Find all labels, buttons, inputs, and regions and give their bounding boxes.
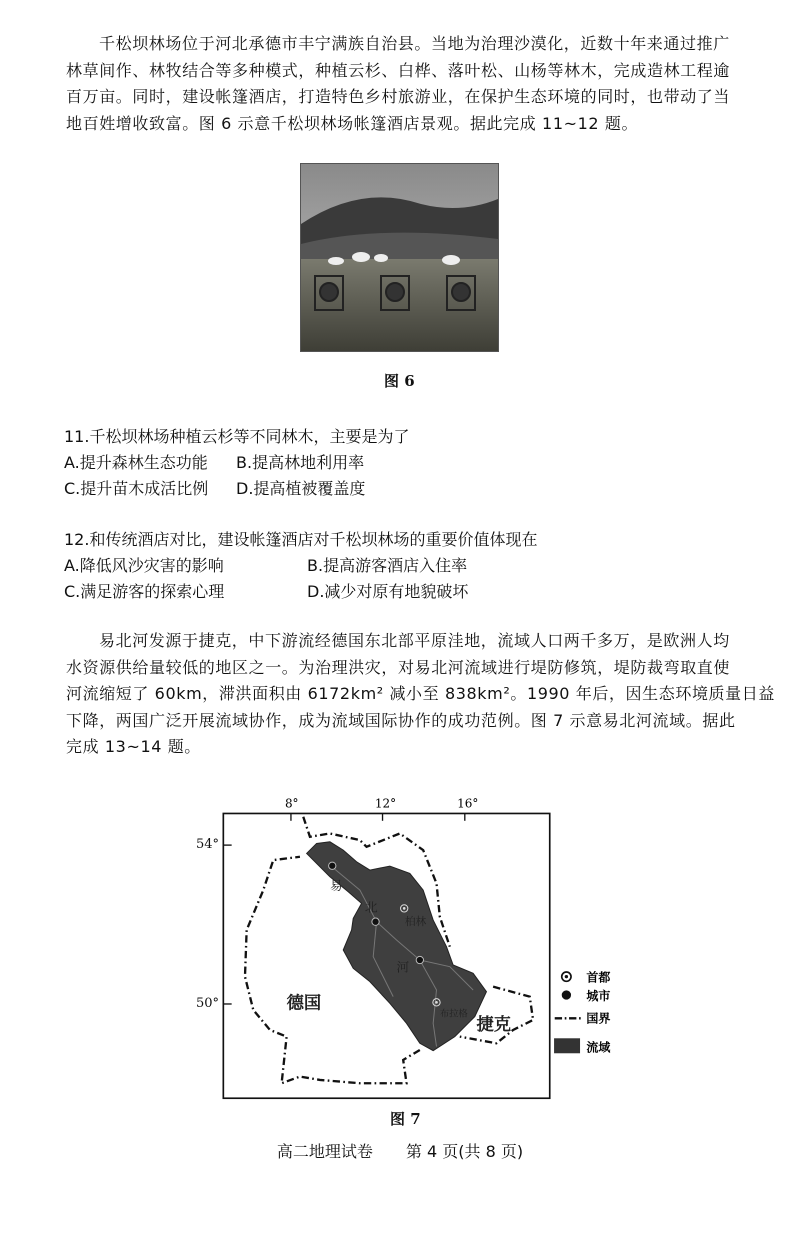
river-label: 河 xyxy=(396,959,410,975)
footer-subject: 高二地理试卷 xyxy=(276,1142,373,1161)
passage-line: 易北河发源于捷克，中下游流经德国东北部平原洼地，流域人口两千多万，是欧洲人均 xyxy=(99,631,730,650)
passage-line: 河流缩短了 60km，滞洪面积由 6172km² 减小至 838km²。1990 年后，因生态环境质量日益 xyxy=(66,684,775,703)
germany-label: 德国 xyxy=(286,993,322,1014)
legend-border: 国界 xyxy=(586,1011,611,1026)
passage-line: 百万亩。同时，建设帐篷酒店，打造特色乡村旅游业，在保护生态环境的同时，也带动了当 xyxy=(66,87,731,106)
figure-7-caption: 图 7 xyxy=(390,1110,421,1128)
legend-city: 城市 xyxy=(586,988,611,1003)
option-b: B.提高游客酒店入住率 xyxy=(307,556,468,575)
passage-2 xyxy=(66,628,775,761)
legend-capital: 首都 xyxy=(586,970,611,985)
city-icon xyxy=(416,956,423,963)
option-d: D.提高植被覆盖度 xyxy=(236,479,366,498)
page-footer xyxy=(0,1139,800,1162)
prague-label: 布拉格 xyxy=(439,1008,468,1020)
footer-page-number: 第 4 页(共 8 页) xyxy=(405,1142,524,1161)
czech-label: 捷克 xyxy=(476,1014,512,1035)
figure-6-caption: 图 6 xyxy=(384,372,415,390)
option-c: C.满足游客的探索心理 xyxy=(64,582,225,601)
passage-line: 千松坝林场位于河北承德市丰宁满族自治县。当地为治理沙漠化，近数十年来通过推广 xyxy=(99,34,730,53)
passage-line: 下降，两国广泛开展流域协作，成为流域国际协作的成功范例。图 7 示意易北河流域。据此 xyxy=(66,710,736,730)
legend-basin: 流域 xyxy=(586,1040,611,1055)
river-label: 易 xyxy=(329,878,343,894)
city-icon xyxy=(372,918,379,925)
lon-tick: 12° xyxy=(374,796,397,811)
lon-tick: 8° xyxy=(284,796,299,811)
option-a: A.降低风沙灾害的影响 xyxy=(64,556,224,575)
city-icon xyxy=(329,862,336,869)
option-d: D.减少对原有地貌破坏 xyxy=(307,582,469,601)
option-b: B.提高林地利用率 xyxy=(236,453,365,472)
river-label: 北 xyxy=(364,899,378,915)
lat-tick: 50° xyxy=(196,996,220,1011)
lon-tick: 16° xyxy=(457,796,479,811)
passage-line: 地百姓增收致富。图 6 示意千松坝林场帐篷酒店景观。据此完成 11~12 题。 xyxy=(66,113,639,133)
passage-1 xyxy=(66,31,730,137)
map-legend xyxy=(554,970,611,1055)
question-stem: 12.和传统酒店对比，建设帐篷酒店对千松坝林场的重要价值体现在 xyxy=(64,530,538,549)
tent-hotel-photo xyxy=(300,163,499,352)
passage-line: 林草间作、林牧结合等多种模式，种植云杉、白桦、落叶松、山杨等林木，完成造林工程逾 xyxy=(66,60,731,80)
option-c: C.提升苗木成活比例 xyxy=(64,479,209,498)
lat-tick: 54° xyxy=(196,837,220,852)
question-11 xyxy=(64,424,409,502)
question-12 xyxy=(64,527,537,605)
question-stem: 11.千松坝林场种植云杉等不同林木，主要是为了 xyxy=(64,427,410,446)
passage-line: 完成 13~14 题。 xyxy=(66,737,201,756)
berlin-label: 柏林 xyxy=(404,915,427,929)
option-a: A.提升森林生态功能 xyxy=(64,453,208,472)
elbe-basin-map xyxy=(220,790,633,1170)
passage-line: 水资源供给量较低的地区之一。为治理洪灾，对易北河流域进行堤防修筑，堤防裁弯取直使 xyxy=(66,657,731,677)
